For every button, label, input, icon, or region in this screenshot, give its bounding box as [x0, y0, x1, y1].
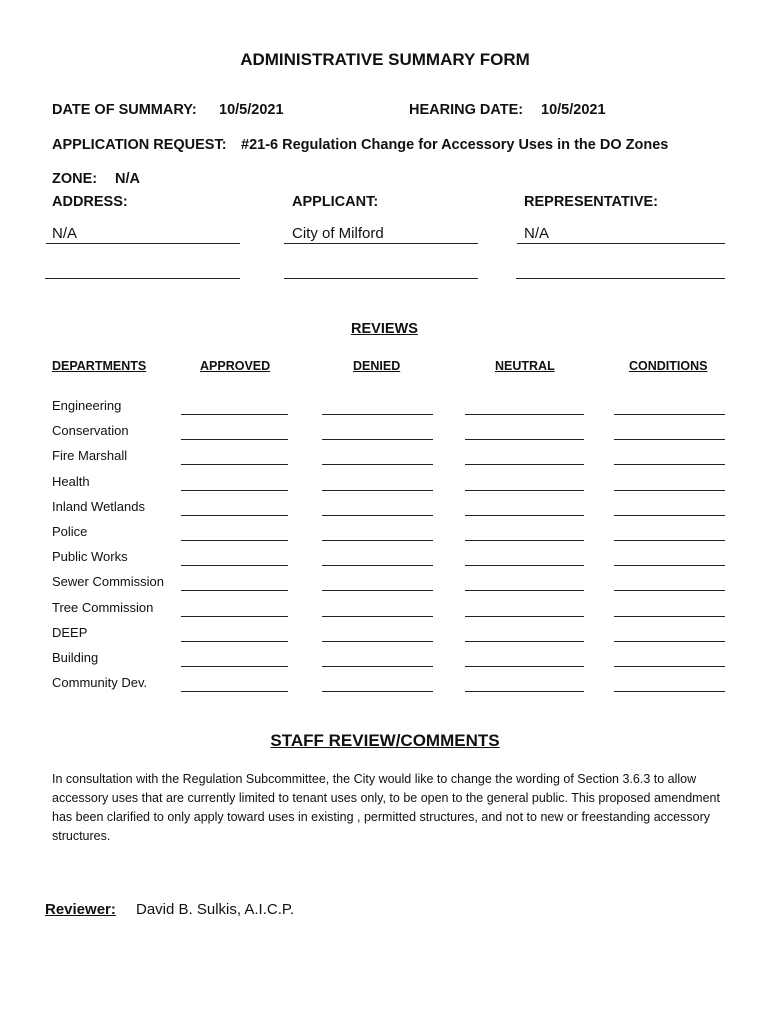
application-request-label: APPLICATION REQUEST:	[52, 137, 227, 153]
blank-denied	[322, 691, 433, 692]
blank-approved	[181, 490, 288, 491]
blank-neutral	[465, 515, 584, 516]
blank-conditions	[614, 565, 725, 566]
blank-denied	[322, 464, 433, 465]
department-label: Community Dev.	[52, 675, 148, 691]
blank-neutral	[465, 590, 584, 591]
blank-denied	[322, 641, 433, 642]
hearing-date-value: 10/5/2021	[541, 102, 606, 118]
blank-approved	[181, 439, 288, 440]
blank-approved	[181, 540, 288, 541]
blank-approved	[181, 414, 288, 415]
blank-conditions	[614, 540, 725, 541]
blank-denied	[322, 540, 433, 541]
blank-denied	[322, 515, 433, 516]
department-label: Conservation	[52, 423, 129, 439]
blank-neutral	[465, 540, 584, 541]
column-departments: DEPARTMENTS	[52, 359, 147, 373]
department-label: Engineering	[52, 398, 122, 413]
form-title: ADMINISTRATIVE SUMMARY FORM	[240, 50, 530, 69]
blank-approved	[181, 464, 288, 465]
applicant-line-1	[284, 243, 478, 244]
department-label: Tree Commission	[52, 599, 154, 615]
blank-conditions	[614, 515, 725, 516]
blank-conditions	[614, 691, 725, 692]
reviewer-label: Reviewer:	[45, 901, 116, 918]
address-line-2	[45, 278, 240, 279]
zone-value: N/A	[115, 171, 140, 187]
blank-conditions	[614, 464, 725, 465]
blank-neutral	[465, 616, 584, 617]
blank-approved	[181, 641, 288, 642]
address-value: N/A	[52, 225, 78, 242]
column-approved: APPROVED	[200, 359, 271, 373]
department-label: Inland Wetlands	[52, 498, 145, 514]
blank-conditions	[614, 439, 725, 440]
applicant-label: APPLICANT:	[292, 194, 379, 210]
representative-line-2	[516, 278, 725, 279]
blank-neutral	[465, 565, 584, 566]
blank-approved	[181, 515, 288, 516]
representative-value: N/A	[524, 225, 550, 242]
blank-neutral	[465, 490, 584, 491]
address-line-1	[46, 243, 240, 244]
blank-approved	[181, 590, 288, 591]
blank-conditions	[614, 666, 725, 667]
blank-denied	[322, 490, 433, 491]
blank-approved	[181, 565, 288, 566]
blank-neutral	[465, 641, 584, 642]
blank-neutral	[465, 464, 584, 465]
blank-conditions	[614, 490, 725, 491]
blank-neutral	[465, 691, 584, 692]
application-request-value: #21-6 Regulation Change for Accessory Uses in the DO Zones	[241, 137, 669, 153]
blank-conditions	[614, 641, 725, 642]
department-label: DEEP	[52, 624, 88, 640]
blank-approved	[181, 616, 288, 617]
reviews-heading: REVIEWS	[351, 321, 418, 337]
applicant-value: City of Milford	[292, 225, 384, 242]
blank-denied	[322, 666, 433, 667]
address-label: ADDRESS:	[52, 194, 128, 210]
blank-denied	[322, 565, 433, 566]
date-of-summary-label: DATE OF SUMMARY:	[52, 102, 197, 118]
department-label: Health	[52, 473, 90, 489]
blank-denied	[322, 590, 433, 591]
zone-label: ZONE:	[52, 171, 98, 187]
staff-review-heading: STAFF REVIEW/COMMENTS	[270, 731, 500, 750]
blank-approved	[181, 691, 288, 692]
blank-neutral	[465, 439, 584, 440]
blank-conditions	[614, 590, 725, 591]
blank-denied	[322, 439, 433, 440]
date-of-summary-value: 10/5/2021	[219, 102, 284, 118]
department-label: Public Works	[52, 549, 128, 565]
representative-line-1	[517, 243, 725, 244]
representative-label: REPRESENTATIVE:	[524, 194, 659, 210]
applicant-line-2	[284, 278, 478, 279]
department-label: Police	[52, 524, 88, 539]
blank-conditions	[614, 414, 725, 415]
column-neutral: NEUTRAL	[495, 359, 555, 373]
column-conditions: CONDITIONS	[629, 359, 708, 373]
blank-denied	[322, 616, 433, 617]
hearing-date-label: HEARING DATE:	[409, 102, 524, 118]
blank-neutral	[465, 666, 584, 667]
blank-approved	[181, 666, 288, 667]
column-denied: DENIED	[353, 359, 401, 373]
blank-denied	[322, 414, 433, 415]
blank-conditions	[614, 616, 725, 617]
reviewer-value: David B. Sulkis, A.I.C.P.	[136, 901, 295, 918]
blank-neutral	[465, 414, 584, 415]
department-label: Building	[52, 650, 99, 665]
department-label: Sewer Commission	[52, 574, 164, 590]
department-label: Fire Marshall	[52, 448, 128, 464]
staff-comments: In consultation with the Regulation Subcommittee, the City would like to change the wording of Section 3.6.3 to allow accessory uses that are currently limited to tenant uses only, to be open to the general public. This proposed amendment has been clarified to only apply toward uses in existing , permitted structures, and not to new or freestanding accessory structures.	[52, 772, 720, 843]
